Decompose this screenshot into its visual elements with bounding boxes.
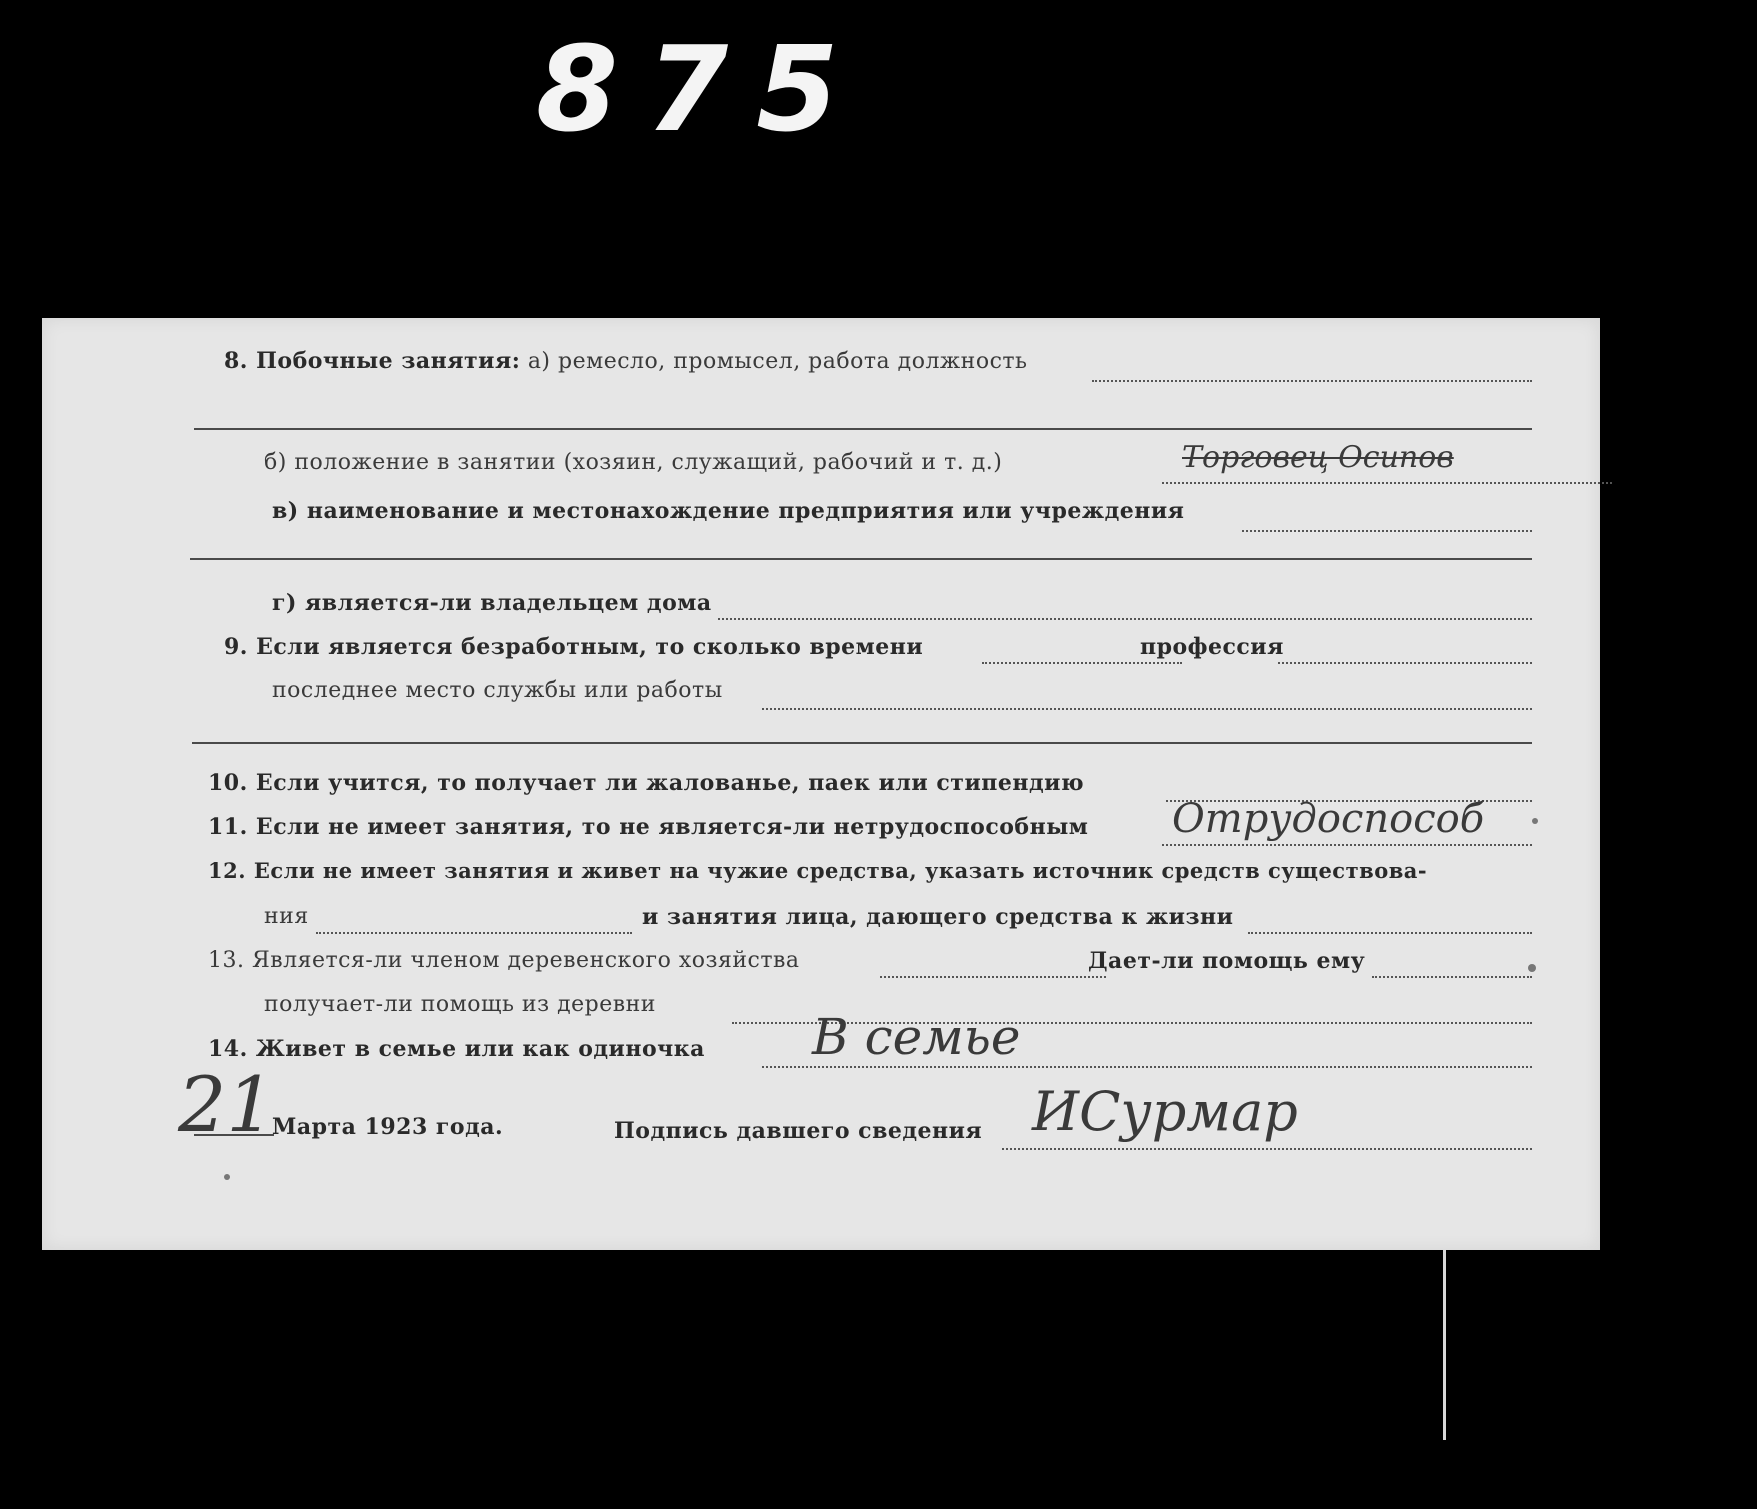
q13-line-1 bbox=[208, 948, 800, 973]
q9-profession bbox=[1140, 634, 1284, 660]
q13-member-fill-line bbox=[880, 976, 1106, 978]
q9-text-a: 9. Если является безработным, то сколько времени bbox=[224, 634, 924, 660]
q8-label: 8. Побочные занятия: bbox=[224, 348, 521, 374]
film-scratch bbox=[1443, 1250, 1446, 1440]
date-month-year: Марта 1923 года. bbox=[272, 1114, 504, 1140]
questionnaire-card bbox=[42, 318, 1600, 1250]
q8-a-continuation-line bbox=[194, 428, 1532, 430]
q8-b-handwritten-answer: Торговец Осипов bbox=[1182, 440, 1454, 475]
q13-text-a: 13. Является-ли членом деревенского хозяйства bbox=[208, 948, 800, 973]
q10-line bbox=[208, 770, 1084, 796]
dust-speck bbox=[224, 1174, 230, 1180]
signature-handwritten: ИСурмар bbox=[1032, 1080, 1298, 1143]
date-day-handwritten: 21 bbox=[178, 1060, 275, 1149]
signature-label: Подпись давшего сведения bbox=[614, 1118, 983, 1144]
q8-v-continuation-line bbox=[190, 558, 1532, 560]
q12-line-1 bbox=[208, 858, 1427, 883]
dust-speck bbox=[1528, 964, 1536, 972]
q9-continuation-line bbox=[192, 742, 1532, 744]
q11-fill-line bbox=[1162, 844, 1532, 846]
q8-b-fill-line bbox=[1162, 482, 1612, 484]
q13-help bbox=[1088, 948, 1365, 974]
q9-last-place-fill-line bbox=[762, 708, 1532, 710]
signature-fill-line bbox=[1002, 1148, 1532, 1150]
q12-line-2a bbox=[264, 904, 309, 929]
q8-a-fill-line bbox=[1092, 380, 1532, 382]
q12-occupation-fill-line bbox=[1248, 932, 1532, 934]
q10-text: 10. Если учится, то получает ли жалованье, паек или стипендию bbox=[208, 770, 1084, 796]
q9-profession-fill-line bbox=[1278, 662, 1532, 664]
q8-v-text: в) наименование и местонахождение предприятия или учреждения bbox=[272, 498, 1185, 524]
q8-v-fill-line bbox=[1242, 530, 1532, 532]
date-text bbox=[272, 1114, 503, 1140]
q11-handwritten-answer: Отрудоспособ bbox=[1172, 796, 1485, 842]
q12-source-fill-line bbox=[316, 932, 632, 934]
q9-line-2 bbox=[272, 678, 723, 703]
q12-text-2b: и занятия лица, дающего средства к жизни bbox=[642, 904, 1234, 930]
q8-line-a bbox=[224, 348, 1028, 374]
q9-last-place-text: последнее место службы или работы bbox=[272, 678, 723, 703]
q8-g-fill-line bbox=[718, 618, 1532, 620]
q8-g-text: г) является-ли владельцем дома bbox=[272, 590, 712, 616]
q12-text-1: 12. Если не имеет занятия и живет на чужие средства, указать источник средств существова- bbox=[208, 858, 1428, 883]
dust-speck bbox=[1532, 818, 1538, 824]
q12-line-2b bbox=[642, 904, 1233, 930]
q14-fill-line bbox=[762, 1066, 1532, 1068]
q8-line-g bbox=[272, 590, 712, 616]
q11-text: 11. Если не имеет занятия, то не является-ли нетрудоспособным bbox=[208, 814, 1089, 840]
signature-line bbox=[614, 1118, 982, 1144]
q9-text-b: профессия bbox=[1140, 634, 1284, 660]
q13-text-2: получает-ли помощь из деревни bbox=[264, 992, 656, 1017]
q14-handwritten-answer: В семье bbox=[812, 1008, 1021, 1066]
q8-line-b bbox=[264, 450, 1002, 475]
q13-help-fill-line bbox=[1372, 976, 1532, 978]
frame-number: 875 bbox=[536, 20, 867, 158]
q13-text-b: Дает-ли помощь ему bbox=[1088, 948, 1366, 974]
q9-line-1 bbox=[224, 634, 923, 660]
q14-line bbox=[208, 1036, 705, 1062]
q8-line-v bbox=[272, 498, 1184, 524]
q9-time-fill-line bbox=[982, 662, 1182, 664]
q14-text: 14. Живет в семье или как одиночка bbox=[208, 1036, 705, 1062]
q11-line bbox=[208, 814, 1088, 840]
q12-text-2a: ния bbox=[264, 904, 309, 929]
q8-a-text: а) ремесло, промысел, работа должность bbox=[527, 349, 1028, 374]
date-day-line bbox=[194, 1134, 274, 1136]
q8-b-text: б) положение в занятии (хозяин, служащий, рабочий и т. д.) bbox=[264, 450, 1003, 475]
q13-line-2 bbox=[264, 992, 656, 1017]
